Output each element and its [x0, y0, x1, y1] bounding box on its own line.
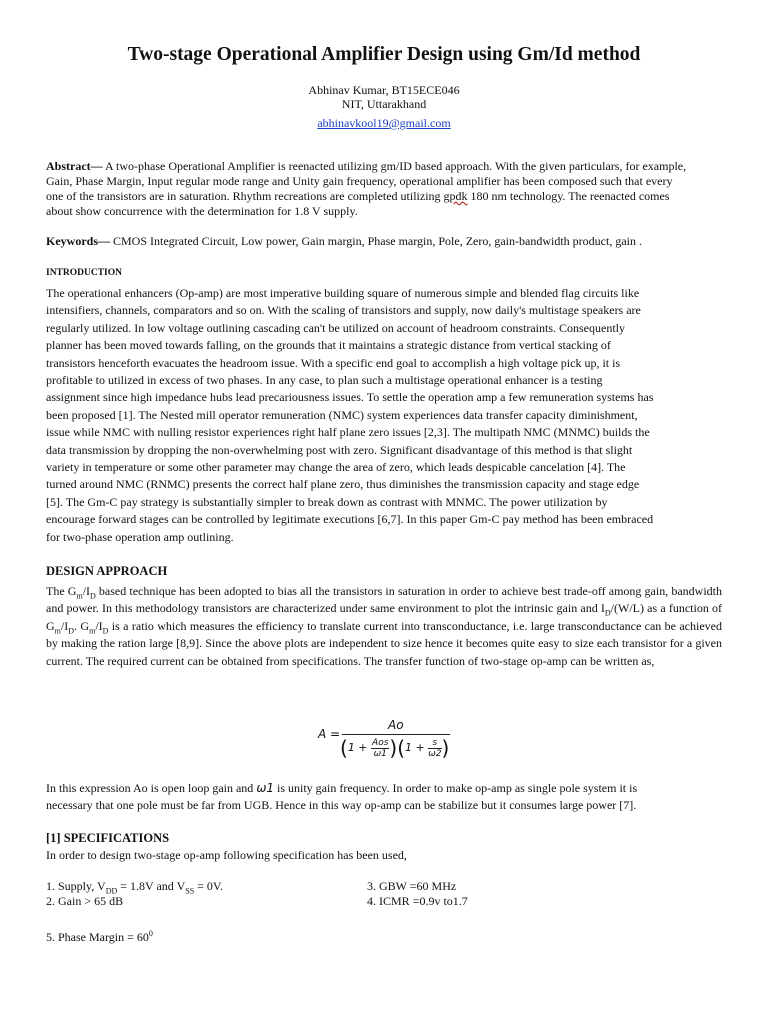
- formula-numerator: Ao: [388, 718, 404, 732]
- omega-symbol: ω1: [256, 781, 274, 795]
- expression-line: In this expression Ao is open loop gain and ω1 is unity gain frequency. In order to make op-amp as single pole system it is: [46, 781, 638, 795]
- formula-denominator: (1 + $\frac{\text{Aos}}{\omega 1})(1$ + $\frac{s}{\omega 2}$): [340, 736, 450, 760]
- introduction-line: transistors henceforth evacuates the headroom issue. With a specific end goal to accomplish a high voltage pick up, it is: [46, 355, 621, 370]
- introduction-body: [46, 285, 653, 546]
- design-approach-heading: DESIGN APPROACH: [46, 564, 168, 578]
- introduction-line: data transmission by dropping the non-overwhelming post with zero. Significant disadvantage of this method is that slight: [46, 442, 633, 457]
- author-email-link[interactable]: abhinavkool19@gmail.com: [317, 116, 451, 130]
- formula-fraction-2: $\frac{s}{\omega 2}$: [428, 737, 442, 759]
- formula-fraction-1: $\frac{\text{Aos}}{\omega 1}$: [372, 737, 389, 759]
- abstract-lead: Abstract—: [46, 159, 103, 173]
- introduction-heading: INTRODUCTION: [46, 268, 123, 278]
- introduction-line: [5]. The Gm-C pay strategy is substantially simpler to break down as contrast with MNMC. The power utilization by: [46, 494, 608, 509]
- author-institute: NIT, Uttarakhand: [341, 97, 427, 111]
- keywords-lead: Keywords—: [46, 234, 110, 248]
- introduction-line: planner has been moved towards falling, on the grounds that it maintains a strategic distance from vertical stacking of: [46, 338, 611, 353]
- abstract-line: Gain, Phase Margin, Input regular mode range and Unity gain frequency, operational amplifier has been composed such that every: [46, 174, 673, 188]
- specifications-intro: In order to design two-stage op-amp following specification has been used,: [46, 848, 407, 862]
- introduction-line: profitable to utilized in excess of two phases. In any case, to plan such a multistage operational enhancer is a testing: [46, 373, 603, 388]
- abstract-line: about show concurrence with the determination for 1.8 V supply.: [46, 204, 358, 218]
- introduction-line: encourage forward stages can be controlled by legitimate executions [6,7]. In this paper Gm-C pay method has been embraced: [46, 512, 654, 527]
- formula-lhs: A =: [318, 727, 341, 741]
- introduction-line: The operational enhancers (Op-amp) are most imperative building square of numerous simple and blended flag circuits like: [46, 286, 640, 300]
- spec-item-gain: 2. Gain > 65 dB: [46, 894, 124, 908]
- paper-title: Two-stage Operational Amplifier Design using Gm/Id method: [127, 44, 641, 65]
- introduction-line: assignment since high impedance hubs lead precariousness issues. To settle the operation amp a few remuneration systems has: [46, 390, 654, 405]
- introduction-line: intensifiers, channels, comparators and so on. With the scaling of transistors and supply, now daily's multistage speakers are: [46, 303, 641, 318]
- introduction-line: issue while NMC with nulling resistor experiences right half plane zero issues [2,3]. The multipath NMC (MNMC) builds the: [46, 425, 650, 440]
- expression-line: necessary that one pole must be far from UGB. Hence in this way op-amp can be stabilize but it consumes large power [7].: [46, 798, 637, 812]
- introduction-line: turned around NMC (RNMC) presents the correct half plane zero, thus diminishes the transmission capacity and stage edge: [46, 477, 640, 492]
- transfer-function-formula: [318, 718, 458, 766]
- introduction-line: variety in temperature or some other parameter may change the area of zero, which leads despicable cancelation [4]. The: [46, 460, 626, 475]
- spec-item-icmr: 4. ICMR =0.9v to1.7: [367, 894, 468, 908]
- abstract-line: one of the transistors are in saturation. Rhythm recreations are completed utilizing gpdk 180 nm technology. The reenacted comes: [46, 189, 670, 203]
- abstract-line: Abstract— A two-phase Operational Amplifier is reenacted utilizing gm/ID based approach. With the given particulars, for example,: [46, 159, 687, 173]
- spellcheck-word: gpdk: [443, 189, 468, 203]
- abstract: [46, 159, 686, 219]
- keywords: [46, 234, 642, 249]
- spec-item-gbw: 3. GBW =60 MHz: [367, 879, 457, 893]
- keywords-text: CMOS Integrated Circuit, Low power, Gain margin, Phase margin, Pole, Zero, gain-bandwidth product, gain .: [110, 234, 642, 248]
- design-approach-body: The $G_m/I_D$ based technique has been adopted to bias all the transistors in saturation in order to achieve best trade-off among gain, bandwidth and power. In this methodology transistors are characterized under same environment to plot the intrinsic gain and $I_D/(W/L)$ as a function of $G_m/I_D$. $G_m/I_D$ is a ratio which measures the efficiency to translate current into transconductance, i.e. large transconductance can be achieved by making the ration large [8,9]. Since the above plots are independent to size hence it becomes quite easy to size each transistor for a given current. The required current can be obtained from specifications. The transfer function of two-stage op-amp can be written as,: [46, 584, 722, 668]
- formula-fraction-bar: [342, 734, 450, 735]
- specifications-heading: [1] SPECIFICATIONS: [46, 831, 170, 845]
- introduction-line: for two-phase operation amp outlining.: [46, 529, 234, 544]
- expression-paragraph: [46, 780, 637, 814]
- author-email-row: [0, 116, 768, 130]
- spec-item-supply: 1. Supply, $V_{DD} = 1.8V$ and $V_{SS} = 0V$.: [46, 879, 224, 896]
- introduction-line: been proposed [1]. The Nested mill operator remuneration (NMC) system experiences data transfer capacity diminishment,: [46, 407, 638, 422]
- introduction-line: regularly utilized. In low voltage outlining cascading can't be utilized on account of headroom constraints. Consequently: [46, 320, 625, 335]
- spec-item-phase-margin: 5. Phase Margin = $60^0$: [46, 929, 153, 944]
- author-name: Abhinav Kumar, BT15ECE046: [308, 83, 460, 97]
